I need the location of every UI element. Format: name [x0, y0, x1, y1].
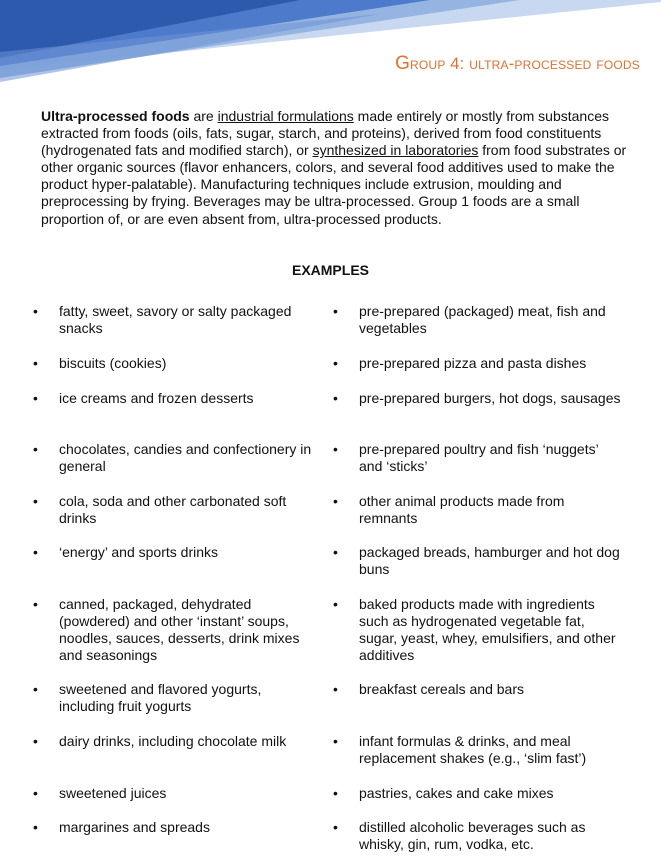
list-item-text: ‘energy’ and sports drinks: [59, 544, 219, 560]
list-item-text: sweetened and flavored yogurts, including fruit yogurts: [59, 681, 262, 714]
intro-text-3: from food substrates or other organic sources (flavor enhancers, colors, and several food additives used to make the product hyper-palatable). Manufacturing techniques include extrusion, moulding and preprocessing by frying. Beverages may be ultra-processed. Group 1 foods are a small proportion of, or are even absent from, ultra-processed products.: [41, 142, 627, 227]
page-title: [395, 53, 640, 75]
bullet-icon: •: [33, 303, 38, 319]
list-item-text: pre-prepared pizza and pasta dishes: [359, 355, 587, 371]
page-title-rest: roup 4: ultra-processed foods: [410, 55, 640, 73]
bullet-icon: •: [333, 303, 338, 319]
bullet-icon: •: [333, 493, 338, 509]
list-item-text: sweetened juices: [59, 785, 167, 801]
list-item-text: other animal products made from remnants: [359, 493, 565, 526]
list-item-text: chocolates, candies and confectionery in general: [59, 441, 312, 474]
examples-heading: EXAMPLES: [291, 262, 369, 278]
bullet-icon: •: [333, 544, 338, 560]
list-item-text: margarines and spreads: [59, 819, 210, 835]
bullet-icon: •: [33, 544, 38, 560]
bullet-icon: •: [33, 596, 38, 612]
bullet-icon: •: [33, 733, 38, 749]
list-item-text: pre-prepared burgers, hot dogs, sausages: [359, 390, 621, 406]
intro-paragraph: [41, 108, 639, 228]
list-item-text: packaged breads, hamburger and hot dog buns: [359, 544, 620, 577]
bullet-icon: •: [333, 819, 338, 835]
bullet-icon: •: [333, 441, 338, 457]
list-item-text: cola, soda and other carbonated soft drinks: [59, 493, 287, 526]
header-banner: [0, 0, 661, 90]
bullet-icon: •: [333, 733, 338, 749]
list-item-text: canned, packaged, dehydrated (powdered) and other ‘instant’ soups, noodles, sauces, desserts, drink mixes and seasonings: [59, 596, 300, 663]
bullet-icon: •: [33, 355, 38, 371]
intro-term: Ultra-processed foods: [41, 108, 190, 124]
list-item-text: breakfast cereals and bars: [359, 681, 524, 697]
list-item-text: fatty, sweet, savory or salty packaged snacks: [59, 303, 292, 336]
bullet-icon: •: [33, 819, 38, 835]
intro-underlined-1: industrial formulations: [217, 108, 354, 124]
intro-underlined-2: synthesized in laboratories: [312, 142, 479, 159]
list-item-text: pre-prepared (packaged) meat, fish and vegetables: [359, 303, 606, 336]
bullet-icon: •: [333, 596, 338, 612]
bullet-icon: •: [333, 785, 338, 801]
bullet-icon: •: [33, 390, 38, 406]
bullet-icon: •: [333, 355, 338, 371]
intro-text-2: made entirely or mostly from substances extracted from foods (oils, fats, sugar, starch, and proteins), derived from food constituents (hydrogenated fats and modified starch), or: [41, 108, 609, 159]
list-item-text: distilled alcoholic beverages such as whisky, gin, rum, vodka, etc.: [359, 819, 586, 852]
bullet-icon: •: [333, 681, 338, 697]
list-item-text: pastries, cakes and cake mixes: [359, 785, 554, 801]
list-item-text: biscuits (cookies): [59, 355, 167, 371]
bullet-icon: •: [33, 785, 38, 801]
list-item-text: pre-prepared poultry and fish ‘nuggets’ and ‘sticks’: [359, 441, 599, 474]
bullet-icon: •: [33, 441, 38, 457]
list-item-text: dairy drinks, including chocolate milk: [59, 733, 287, 749]
bullet-icon: •: [33, 493, 38, 509]
bullet-icon: •: [33, 681, 38, 697]
page-title-cap: G: [395, 53, 411, 74]
intro-text-1: are: [189, 108, 218, 124]
list-item-text: infant formulas & drinks, and meal replacement shakes (e.g., ‘slim fast’): [359, 733, 587, 766]
bullet-icon: •: [333, 390, 338, 406]
list-item-text: baked products made with ingredients such as hydrogenated vegetable fat, sugar, yeast, whey, emulsifiers, and other additives: [359, 596, 616, 663]
list-item-text: ice creams and frozen desserts: [59, 390, 254, 406]
